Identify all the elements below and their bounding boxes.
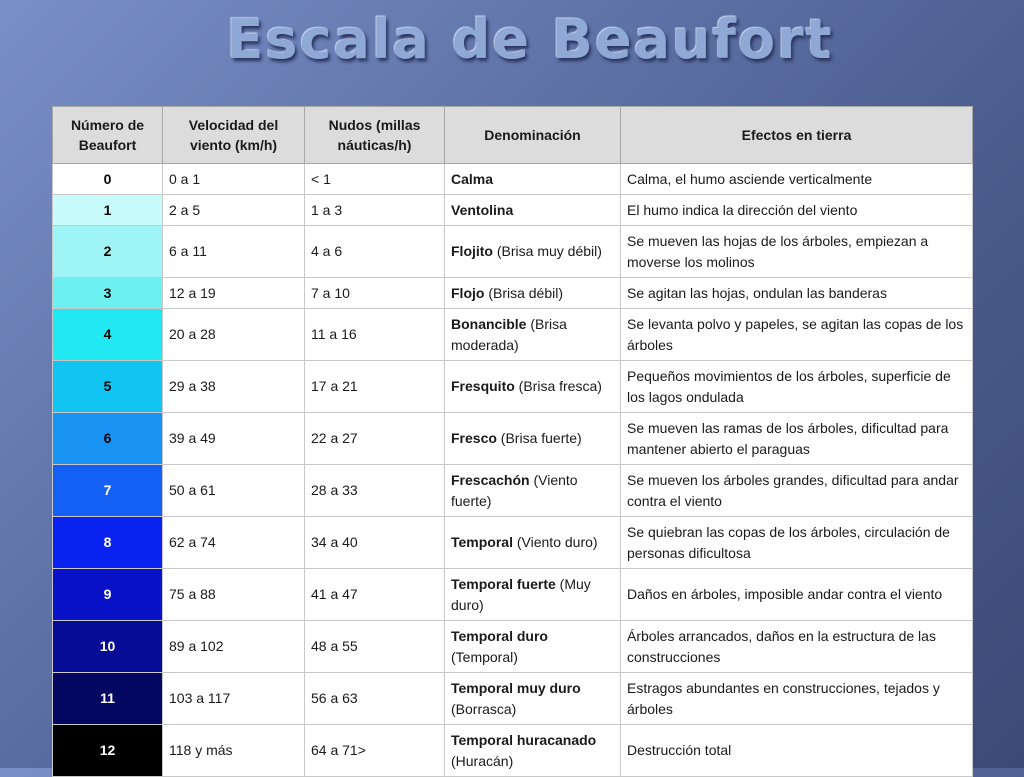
knots-cell: 41 a 47 bbox=[305, 569, 445, 621]
table-row bbox=[53, 673, 973, 725]
wind-speed-cell: 75 a 88 bbox=[163, 569, 305, 621]
knots-cell: 22 a 27 bbox=[305, 413, 445, 465]
denomination-name: Bonancible bbox=[451, 315, 527, 332]
denomination-name: Fresco bbox=[451, 430, 497, 446]
beaufort-number-cell: 1 bbox=[53, 195, 163, 226]
header-knots: Nudos (millas náuticas/h) bbox=[305, 107, 445, 164]
denomination-name: Calma bbox=[451, 170, 494, 187]
effects-cell: Pequeños movimientos de los árboles, superficie de los lagos ondulada bbox=[621, 361, 973, 413]
denomination-alt: (Brisa débil) bbox=[484, 284, 564, 301]
knots-cell: 4 a 6 bbox=[305, 226, 445, 278]
effects-cell: Estragos abundantes en construcciones, tejados y árboles bbox=[621, 673, 973, 725]
denomination-name: Flojo bbox=[451, 284, 485, 301]
beaufort-number-cell: 12 bbox=[53, 725, 163, 777]
table-row bbox=[53, 413, 973, 465]
wind-speed-cell: 62 a 74 bbox=[163, 517, 305, 569]
denomination-alt: (Brisa muy débil) bbox=[493, 243, 602, 259]
effects-cell: Destrucción total bbox=[621, 725, 973, 777]
wind-speed-cell: 2 a 5 bbox=[163, 195, 305, 226]
wind-speed-cell: 29 a 38 bbox=[163, 361, 305, 413]
header-denomination: Denominación bbox=[445, 107, 621, 164]
denomination-name: Flojito bbox=[451, 243, 493, 259]
effects-cell: Árboles arrancados, daños en la estructura de las construcciones bbox=[621, 621, 973, 673]
beaufort-number-cell: 7 bbox=[53, 465, 163, 517]
wind-speed-cell: 103 a 117 bbox=[163, 673, 305, 725]
denomination-cell bbox=[445, 195, 621, 226]
table-row bbox=[53, 465, 973, 517]
denomination-alt: (Temporal) bbox=[451, 648, 518, 665]
knots-cell: 48 a 55 bbox=[305, 621, 445, 673]
denomination-alt: (Brisa fresca) bbox=[514, 378, 602, 394]
denomination-cell bbox=[445, 725, 621, 777]
wind-speed-cell: 0 a 1 bbox=[163, 164, 305, 195]
wind-speed-cell: 118 y más bbox=[163, 725, 305, 777]
beaufort-number-cell: 11 bbox=[53, 673, 163, 725]
table-row bbox=[53, 309, 973, 361]
knots-cell: 34 a 40 bbox=[305, 517, 445, 569]
effects-cell: Calma, el humo asciende verticalmente bbox=[621, 164, 973, 195]
denomination-cell bbox=[445, 278, 621, 309]
denomination-cell bbox=[445, 673, 621, 725]
denomination-name: Temporal muy duro bbox=[451, 679, 581, 696]
table-row bbox=[53, 164, 973, 195]
beaufort-number-cell: 5 bbox=[53, 361, 163, 413]
beaufort-table bbox=[52, 106, 973, 777]
denomination-cell bbox=[445, 465, 621, 517]
denomination-alt: (Brisa moderada) bbox=[451, 315, 567, 353]
denomination-alt: (Viento fuerte) bbox=[451, 471, 578, 509]
denomination-cell bbox=[445, 361, 621, 413]
denomination-alt: (Brisa fuerte) bbox=[496, 430, 582, 446]
header-effects: Efectos en tierra bbox=[621, 107, 973, 164]
header-wind-speed: Velocidad del viento (km/h) bbox=[163, 107, 305, 164]
effects-cell: Se mueven las hojas de los árboles, empiezan a moverse los molinos bbox=[621, 226, 973, 278]
table-header-row bbox=[53, 107, 973, 164]
wind-speed-cell: 12 a 19 bbox=[163, 278, 305, 309]
effects-cell: El humo indica la dirección del viento bbox=[621, 195, 973, 226]
denomination-cell bbox=[445, 226, 621, 278]
knots-cell: 64 a 71> bbox=[305, 725, 445, 777]
knots-cell: 56 a 63 bbox=[305, 673, 445, 725]
table-row bbox=[53, 226, 973, 278]
knots-cell: < 1 bbox=[305, 164, 445, 195]
table-row bbox=[53, 278, 973, 309]
beaufort-number-cell: 9 bbox=[53, 569, 163, 621]
header-beaufort-number: Número de Beaufort bbox=[53, 107, 163, 164]
table-row bbox=[53, 725, 973, 777]
denomination-cell bbox=[445, 164, 621, 195]
knots-cell: 7 a 10 bbox=[305, 278, 445, 309]
denomination-name: Temporal huracanado bbox=[451, 731, 597, 748]
beaufort-number-cell: 4 bbox=[53, 309, 163, 361]
table-row bbox=[53, 517, 973, 569]
beaufort-number-cell: 6 bbox=[53, 413, 163, 465]
wind-speed-cell: 39 a 49 bbox=[163, 413, 305, 465]
knots-cell: 11 a 16 bbox=[305, 309, 445, 361]
denomination-name: Temporal bbox=[451, 534, 513, 550]
effects-cell: Se mueven los árboles grandes, dificultad para andar contra el viento bbox=[621, 465, 973, 517]
beaufort-number-cell: 0 bbox=[53, 164, 163, 195]
wind-speed-cell: 89 a 102 bbox=[163, 621, 305, 673]
denomination-alt: (Borrasca) bbox=[451, 700, 517, 717]
effects-cell: Se mueven las ramas de los árboles, dificultad para mantener abierto el paraguas bbox=[621, 413, 973, 465]
denomination-name: Fresquito bbox=[451, 378, 515, 394]
beaufort-number-cell: 8 bbox=[53, 517, 163, 569]
knots-cell: 28 a 33 bbox=[305, 465, 445, 517]
denomination-alt: (Muy duro) bbox=[451, 575, 591, 613]
denomination-cell bbox=[445, 309, 621, 361]
effects-cell: Se levanta polvo y papeles, se agitan las copas de los árboles bbox=[621, 309, 973, 361]
denomination-name: Ventolina bbox=[451, 201, 514, 218]
denomination-cell bbox=[445, 569, 621, 621]
denomination-name: Frescachón bbox=[451, 471, 530, 488]
knots-cell: 17 a 21 bbox=[305, 361, 445, 413]
effects-cell: Se quiebran las copas de los árboles, circulación de personas dificultosa bbox=[621, 517, 973, 569]
beaufort-number-cell: 10 bbox=[53, 621, 163, 673]
denomination-cell bbox=[445, 621, 621, 673]
table-row bbox=[53, 569, 973, 621]
beaufort-number-cell: 3 bbox=[53, 278, 163, 309]
denomination-alt: (Huracán) bbox=[451, 752, 514, 769]
denomination-name: Temporal duro bbox=[451, 627, 548, 644]
table-row bbox=[53, 361, 973, 413]
table-row bbox=[53, 621, 973, 673]
denomination-alt: (Viento duro) bbox=[512, 534, 598, 550]
table-row bbox=[53, 195, 973, 226]
denomination-name: Temporal fuerte bbox=[451, 575, 556, 592]
denomination-cell bbox=[445, 413, 621, 465]
wind-speed-cell: 6 a 11 bbox=[163, 226, 305, 278]
effects-cell: Se agitan las hojas, ondulan las banderas bbox=[621, 278, 973, 309]
wind-speed-cell: 20 a 28 bbox=[163, 309, 305, 361]
denomination-cell bbox=[445, 517, 621, 569]
slide-title: Escala de Beaufort bbox=[226, 8, 834, 71]
knots-cell: 1 a 3 bbox=[305, 195, 445, 226]
wind-speed-cell: 50 a 61 bbox=[163, 465, 305, 517]
effects-cell: Daños en árboles, imposible andar contra el viento bbox=[621, 569, 973, 621]
beaufort-number-cell: 2 bbox=[53, 226, 163, 278]
